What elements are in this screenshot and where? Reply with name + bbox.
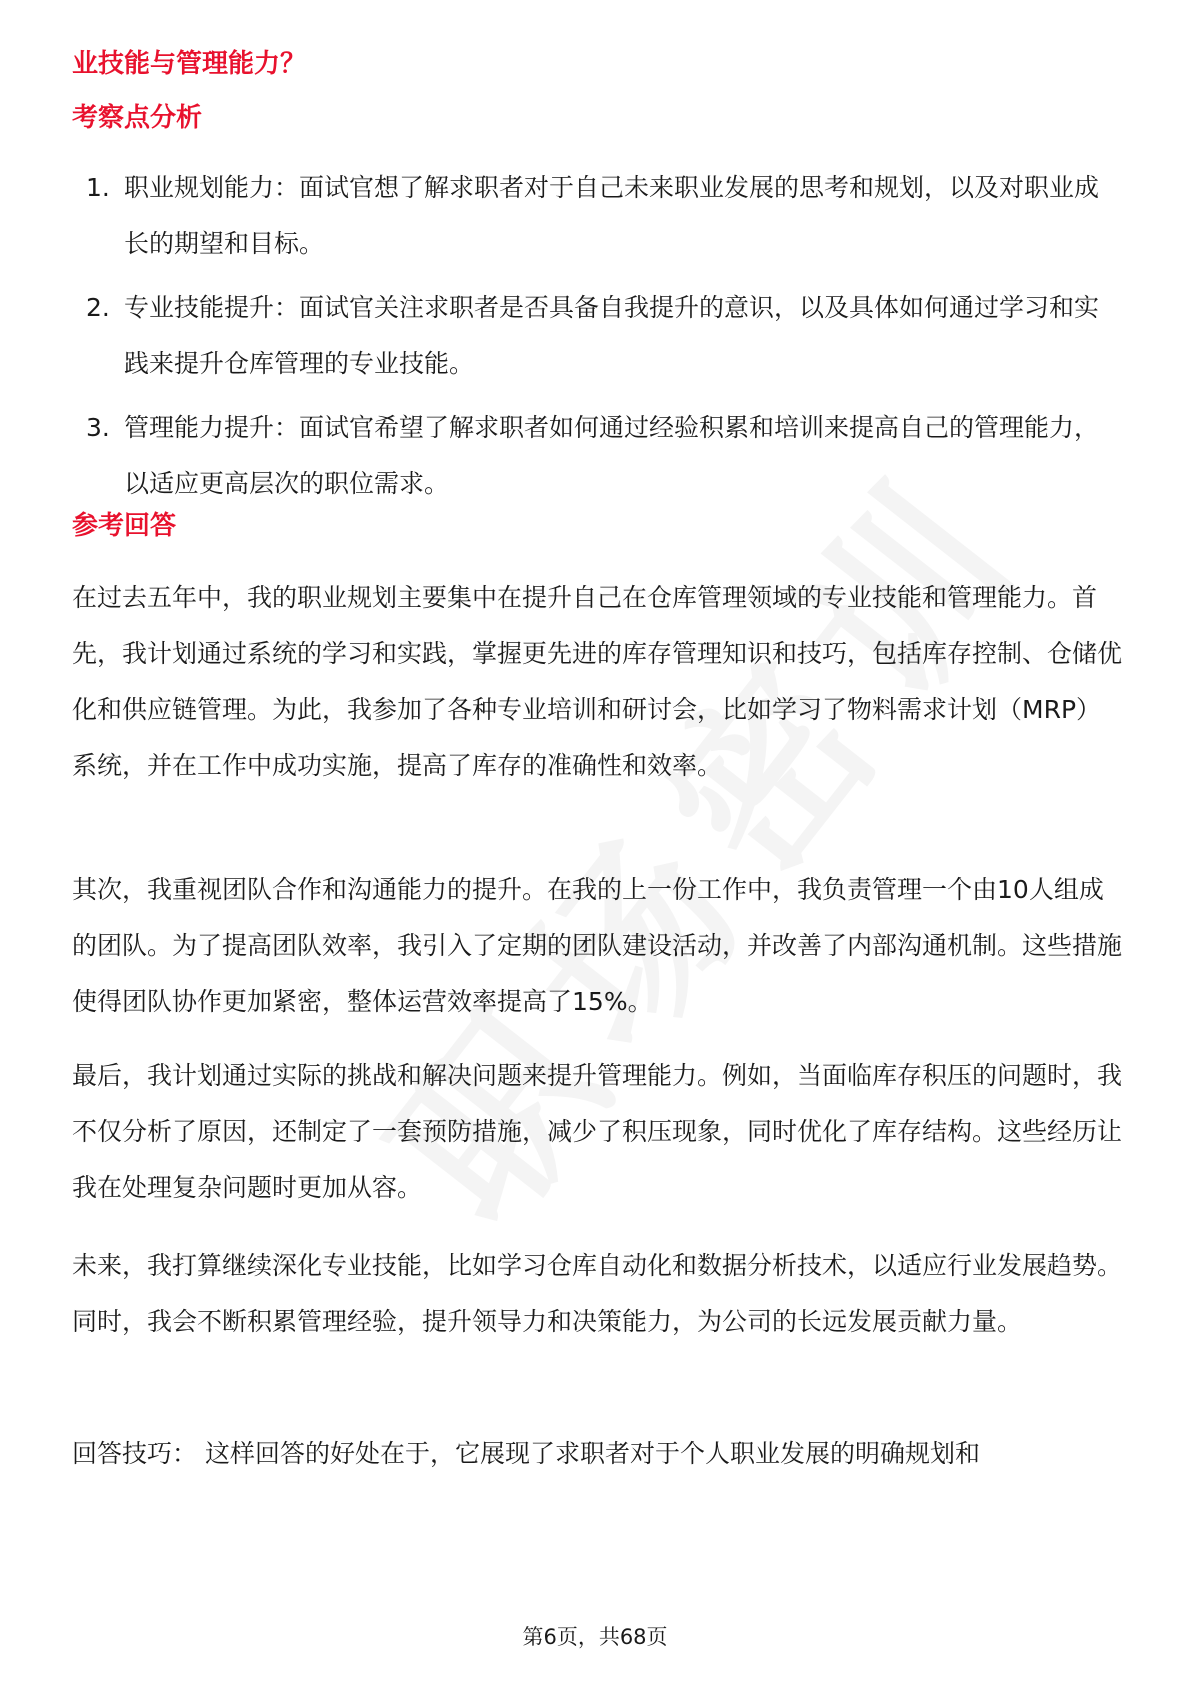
analysis-list — [72, 160, 1122, 520]
analysis-heading: 考察点分析 — [72, 103, 203, 133]
answer-paragraph: 在过去五年中，我的职业规划主要集中在提升自己在仓库管理领域的专业技能和管理能力。首先，我计划通过系统的学习和实践，掌握更先进的库存管理知识和技巧，包括库存控制、仓储优化和供应链管理。为此，我参加了各种专业培训和研讨会，比如学习了物料需求计划（MRP）系统，并在工作中成功实施，提高了库存的准确性和效率。 — [72, 583, 1123, 780]
page-number: 第6页，共68页 — [522, 1625, 668, 1649]
list-item — [72, 280, 1122, 392]
list-item-text: 管理能力提升：面试官希望了解求职者如何通过经验积累和培训来提高自己的管理能力，以适应更高层次的职位需求。 — [124, 413, 1100, 498]
list-item-text: 职业规划能力：面试官想了解求职者对于自己未来职业发展的思考和规划，以及对职业成长的期望和目标。 — [124, 173, 1100, 258]
list-item-text: 专业技能提升：面试官关注求职者是否具备自我提升的意识，以及具体如何通过学习和实践来提升仓库管理的专业技能。 — [124, 293, 1100, 378]
answer-heading: 参考回答 — [72, 511, 177, 541]
list-item — [72, 160, 1122, 272]
list-number: 3. — [86, 413, 110, 442]
answer-tip-paragraph: 回答技巧： 这样回答的好处在于，它展现了求职者对于个人职业发展的明确规划和 — [72, 1439, 980, 1468]
answer-paragraph: 未来，我打算继续深化专业技能，比如学习仓库自动化和数据分析技术，以适应行业发展趋势。同时，我会不断积累管理经验，提升领导力和决策能力，为公司的长远发展贡献力量。 — [72, 1251, 1123, 1336]
answer-paragraph: 其次，我重视团队合作和沟通能力的提升。在我的上一份工作中，我负责管理一个由10人组成的团队。为了提高团队效率，我引入了定期的团队建设活动，并改善了内部沟通机制。这些措施使得团队协作更加紧密，整体运营效率提高了15%。 — [72, 875, 1123, 1016]
list-number: 1. — [86, 173, 110, 202]
answer-paragraph: 最后，我计划通过实际的挑战和解决问题来提升管理能力。例如，当面临库存积压的问题时，我不仅分析了原因，还制定了一套预防措施，减少了积压现象，同时优化了库存结构。这些经历让我在处理复杂问题时更加从容。 — [72, 1061, 1123, 1202]
question-title-continued: 业技能与管理能力？ — [72, 49, 307, 79]
list-number: 2. — [86, 293, 110, 322]
list-item — [72, 400, 1122, 512]
